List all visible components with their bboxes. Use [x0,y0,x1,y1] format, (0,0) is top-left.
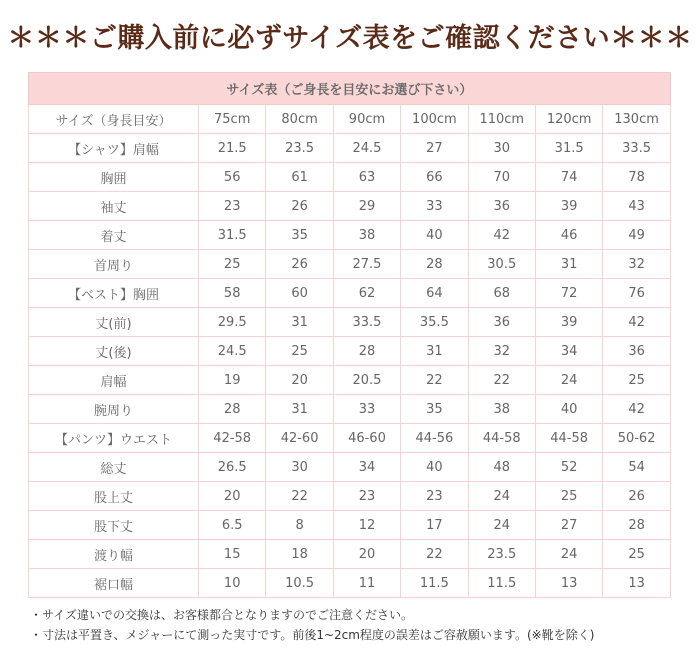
table-cell: 52 [535,453,602,482]
row-label: 腕周り [29,395,199,424]
table-cell: 33 [333,395,400,424]
table-cell: 72 [535,279,602,308]
table-cell: 28 [199,395,266,424]
table-cell: 23 [199,192,266,221]
table-cell: 34 [333,453,400,482]
table-cell: 19 [199,366,266,395]
table-cell: 23.5 [266,134,333,163]
table-cell: 44-58 [535,424,602,453]
table-cell: 35.5 [401,308,468,337]
table-cell: 27 [535,511,602,540]
table-cell: 20 [199,482,266,511]
row-label: 【シャツ】肩幅 [29,134,199,163]
table-cell: 42 [603,395,670,424]
table-cell: 39 [535,308,602,337]
table-caption: サイズ表（ご身長を目安にお選び下さい） [29,73,671,105]
table-row [29,163,671,192]
table-cell: 24.5 [333,134,400,163]
table-cell: 76 [603,279,670,308]
table-cell: 20 [266,366,333,395]
table-cell: 40 [401,221,468,250]
table-cell: 62 [333,279,400,308]
table-cell: 13 [603,569,670,598]
header-size-4: 100cm [401,105,468,134]
header-size-5: 110cm [468,105,535,134]
table-cell: 26 [603,482,670,511]
row-label: 丈(前) [29,308,199,337]
notes [30,605,594,645]
table-row [29,540,671,569]
table-cell: 44-56 [401,424,468,453]
table-cell: 26.5 [199,453,266,482]
table-cell: 25 [266,337,333,366]
header-size-7: 130cm [603,105,670,134]
table-cell: 33.5 [603,134,670,163]
table-cell: 26 [266,192,333,221]
table-row [29,192,671,221]
table-cell: 20 [333,540,400,569]
header-size-3: 90cm [333,105,400,134]
note-exchange: ・サイズ違いでの交換は、お客様都合となりますのでご注意ください。 [30,608,414,622]
table-cell: 27 [401,134,468,163]
table-cell: 38 [468,395,535,424]
table-cell: 34 [535,337,602,366]
row-label: 肩幅 [29,366,199,395]
table-row [29,221,671,250]
table-cell: 29 [333,192,400,221]
table-row [29,134,671,163]
header-size-6: 120cm [535,105,602,134]
table-cell: 70 [468,163,535,192]
table-row [29,366,671,395]
table-cell: 27.5 [333,250,400,279]
table-cell: 15 [199,540,266,569]
table-cell: 42-58 [199,424,266,453]
table-cell: 66 [401,163,468,192]
table-cell: 30 [468,134,535,163]
table-cell: 63 [333,163,400,192]
row-label: 股上丈 [29,482,199,511]
table-cell: 30.5 [468,250,535,279]
table-cell: 40 [535,395,602,424]
table-cell: 25 [535,482,602,511]
row-label: 【パンツ】ウエスト [29,424,199,453]
table-cell: 24.5 [199,337,266,366]
table-cell: 46-60 [333,424,400,453]
row-label: 胸囲 [29,163,199,192]
table-cell: 43 [603,192,670,221]
table-cell: 11.5 [401,569,468,598]
table-cell: 24 [535,366,602,395]
header-size-1: 75cm [199,105,266,134]
table-cell: 8 [266,511,333,540]
table-cell: 24 [468,511,535,540]
table-row [29,482,671,511]
table-cell: 36 [603,337,670,366]
table-cell: 25 [603,540,670,569]
table-row [29,337,671,366]
table-row [29,395,671,424]
table-cell: 29.5 [199,308,266,337]
table-cell: 18 [266,540,333,569]
table-header-row [29,105,671,134]
table-row [29,279,671,308]
size-check-banner: ＊＊＊ご購入前に必ずサイズ表をご確認ください＊＊＊ [7,23,693,54]
table-cell: 22 [266,482,333,511]
table-cell: 31 [401,337,468,366]
table-cell: 33 [401,192,468,221]
table-cell: 23 [401,482,468,511]
table-cell: 33.5 [333,308,400,337]
table-cell: 11 [333,569,400,598]
table-cell: 26 [266,250,333,279]
table-cell: 30 [266,453,333,482]
table-cell: 74 [535,163,602,192]
table-cell: 13 [535,569,602,598]
table-caption-row [29,73,671,105]
table-cell: 60 [266,279,333,308]
row-label: 首周り [29,250,199,279]
table-cell: 24 [468,482,535,511]
row-label: 股下丈 [29,511,199,540]
table-cell: 10.5 [266,569,333,598]
table-cell: 39 [535,192,602,221]
row-label: 丈(後) [29,337,199,366]
table-cell: 23 [333,482,400,511]
table-row [29,250,671,279]
table-cell: 58 [199,279,266,308]
table-cell: 31 [535,250,602,279]
table-cell: 20.5 [333,366,400,395]
header-size-2: 80cm [266,105,333,134]
table-cell: 36 [468,192,535,221]
table-cell: 28 [603,511,670,540]
row-label: 【ベスト】胸囲 [29,279,199,308]
table-cell: 42 [603,308,670,337]
table-cell: 46 [535,221,602,250]
table-cell: 31.5 [535,134,602,163]
row-label: 着丈 [29,221,199,250]
table-cell: 64 [401,279,468,308]
table-cell: 42 [468,221,535,250]
table-row [29,453,671,482]
table-cell: 28 [333,337,400,366]
table-cell: 48 [468,453,535,482]
table-cell: 36 [468,308,535,337]
table-row [29,511,671,540]
size-table [28,72,671,598]
table-cell: 28 [401,250,468,279]
table-cell: 32 [468,337,535,366]
table-cell: 23.5 [468,540,535,569]
table-cell: 21.5 [199,134,266,163]
table-cell: 50-62 [603,424,670,453]
size-table-container [28,72,671,598]
row-label: 総丈 [29,453,199,482]
note-measurement: ・寸法は平置き、メジャーにて測った実寸です。前後1~2cm程度の誤差はご容赦願います。(※靴を除く) [30,628,595,642]
table-cell: 31 [266,308,333,337]
table-cell: 31 [266,395,333,424]
table-cell: 40 [401,453,468,482]
table-cell: 22 [468,366,535,395]
table-cell: 32 [603,250,670,279]
table-cell: 25 [199,250,266,279]
table-cell: 22 [401,366,468,395]
table-cell: 44-58 [468,424,535,453]
table-cell: 78 [603,163,670,192]
table-cell: 38 [333,221,400,250]
table-cell: 42-60 [266,424,333,453]
row-label: 袖丈 [29,192,199,221]
table-row [29,308,671,337]
table-cell: 25 [603,366,670,395]
table-row [29,569,671,598]
table-cell: 54 [603,453,670,482]
table-cell: 49 [603,221,670,250]
table-cell: 31.5 [199,221,266,250]
table-cell: 17 [401,511,468,540]
table-cell: 24 [535,540,602,569]
table-row [29,424,671,453]
table-cell: 61 [266,163,333,192]
table-body [29,105,671,598]
table-cell: 12 [333,511,400,540]
table-cell: 11.5 [468,569,535,598]
table-cell: 68 [468,279,535,308]
header-size-label: サイズ（身長目安） [29,105,199,134]
table-cell: 35 [401,395,468,424]
table-cell: 6.5 [199,511,266,540]
table-cell: 10 [199,569,266,598]
row-label: 渡り幅 [29,540,199,569]
table-cell: 56 [199,163,266,192]
table-cell: 35 [266,221,333,250]
row-label: 裾口幅 [29,569,199,598]
table-cell: 22 [401,540,468,569]
